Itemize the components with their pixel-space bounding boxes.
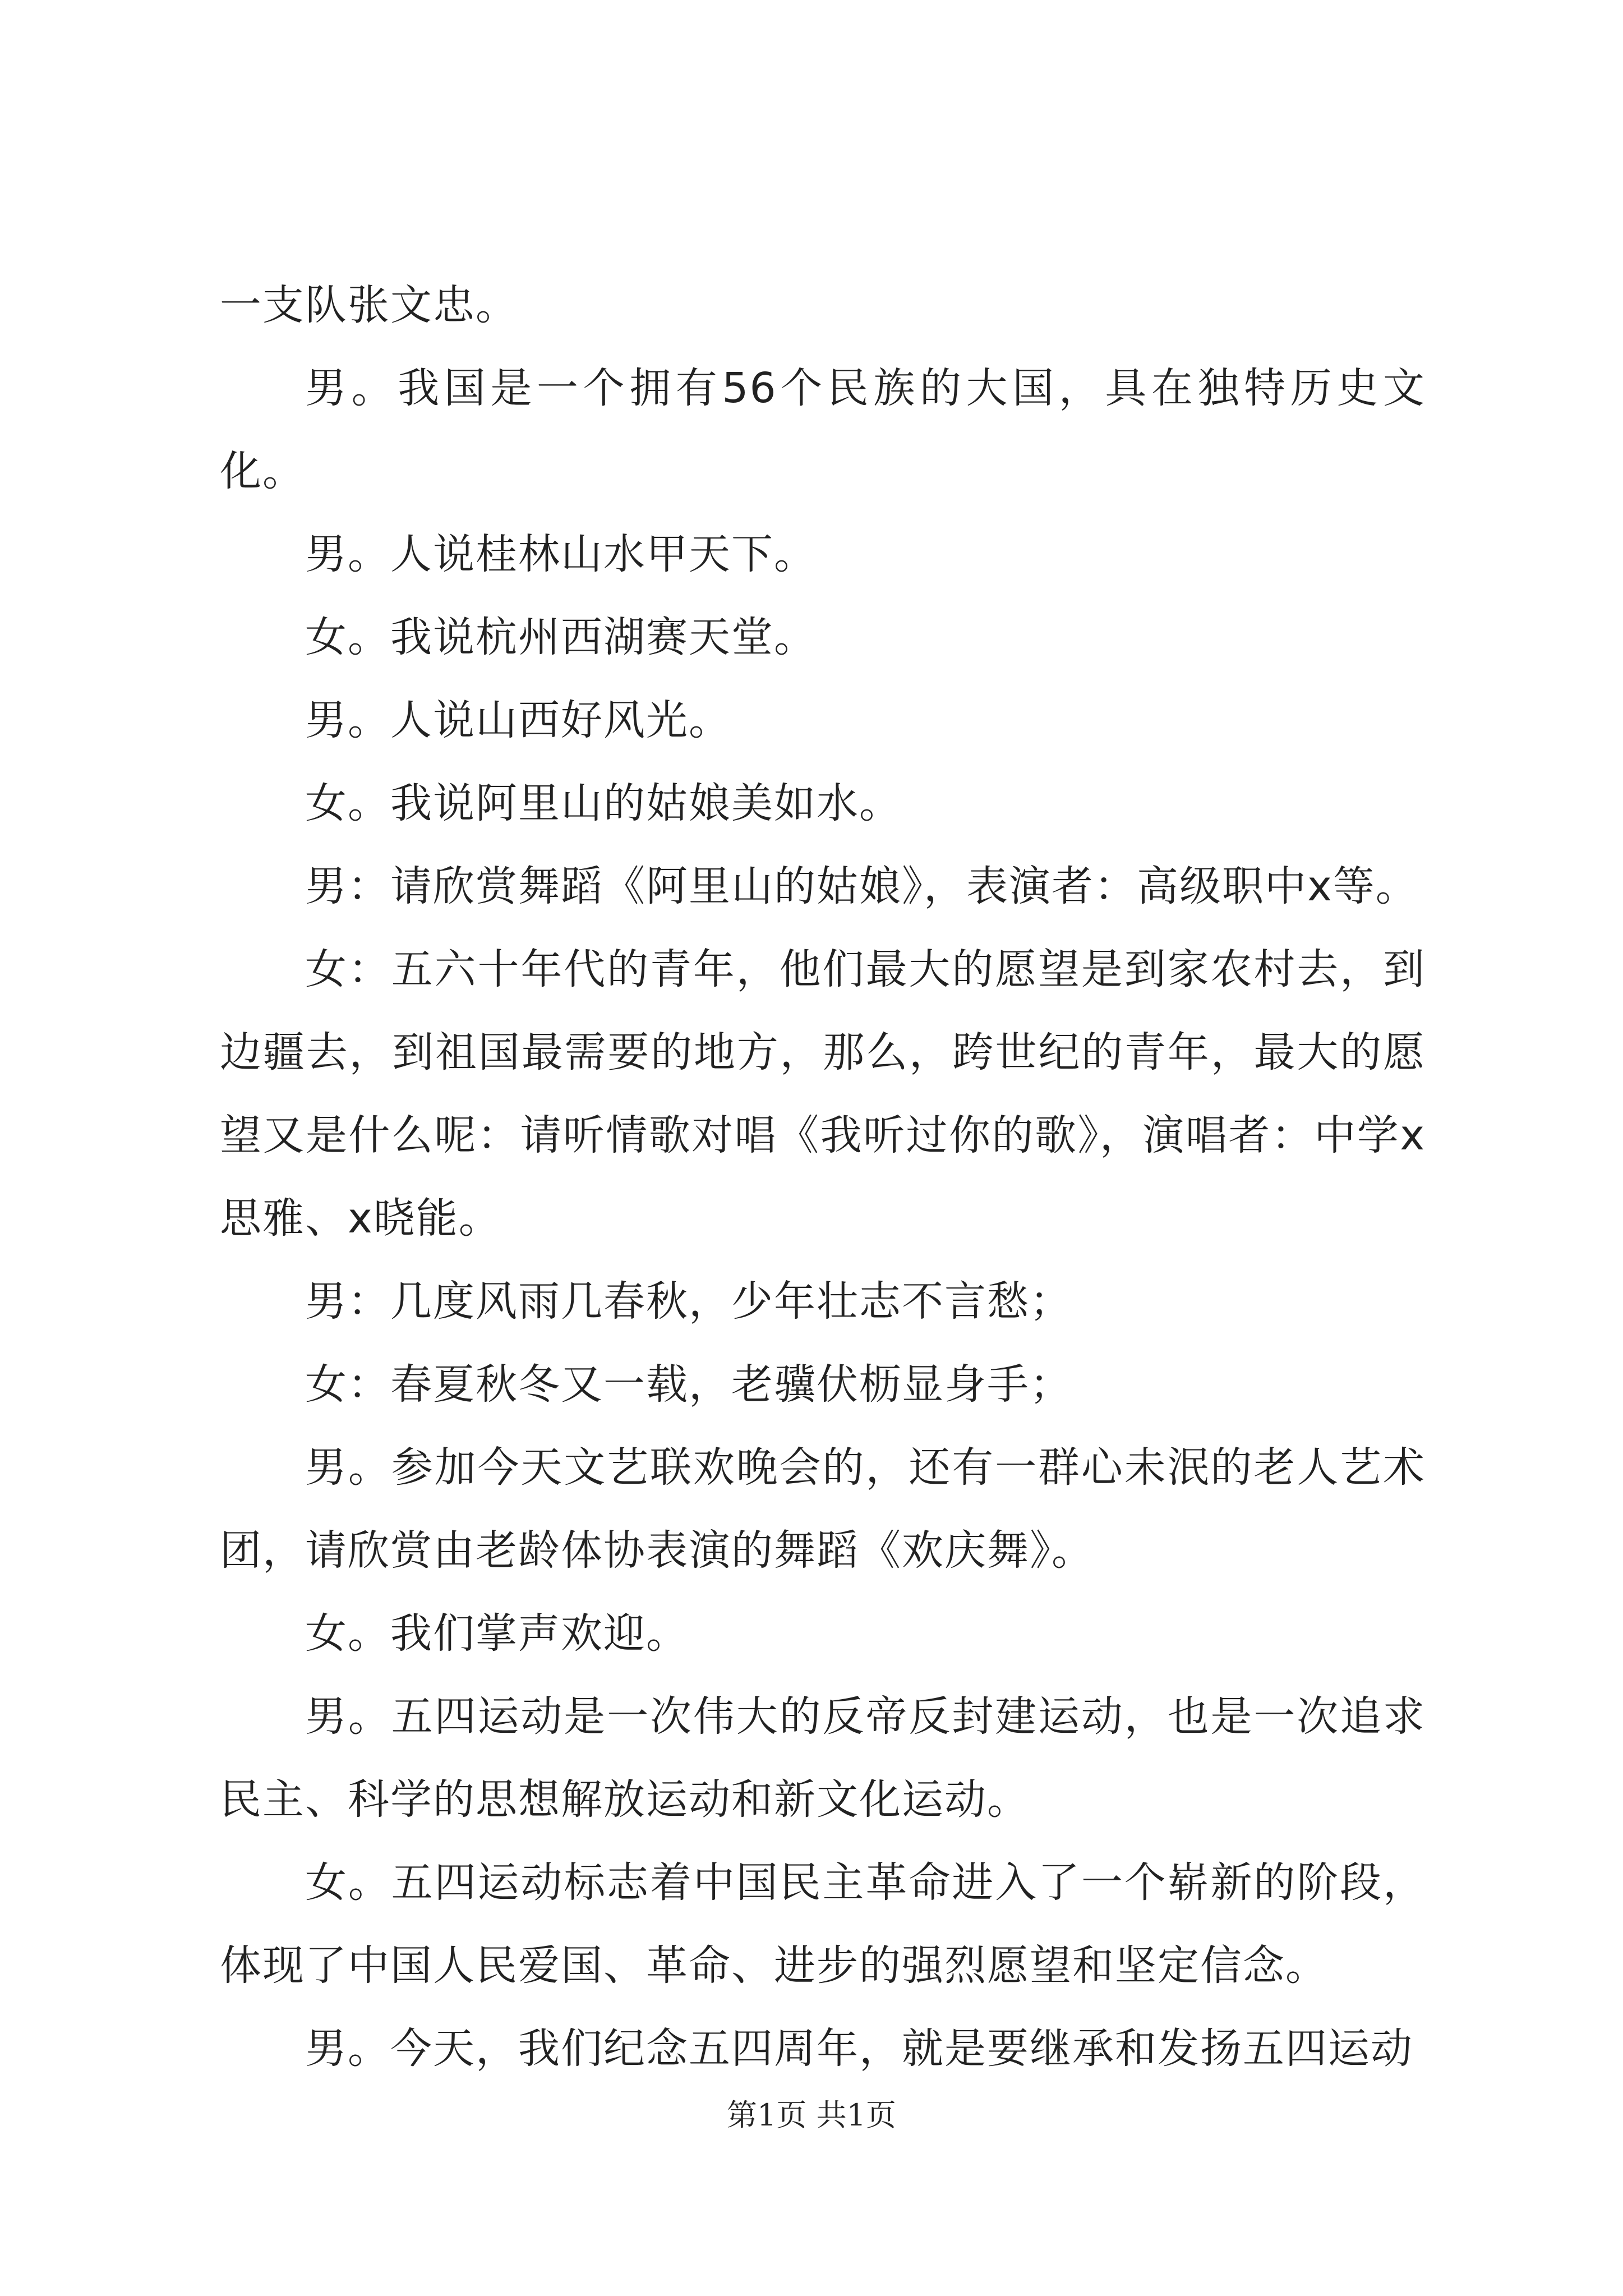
paragraph: 一支队张文忠。 (220, 281, 518, 329)
paragraph: 男。人说桂林山水甲天下。 (305, 530, 817, 578)
page-number-label: 第1页 共1页 (727, 2097, 896, 2133)
paragraph: 男：请欣赏舞蹈《阿里山的姑娘》，表演者：高级职中x等。 (305, 862, 1418, 910)
page-footer (0, 2096, 1623, 2135)
paragraph: 男。五四运动是一次伟大的反帝反封建运动，也是一次追求民主、科学的思想解放运动和新文化运动。 (220, 1692, 1426, 1824)
paragraph: 男。今天，我们纪念五四周年，就是要继承和发扬五四运动 (305, 2024, 1413, 2073)
paragraph: 女：春夏秋冬又一载，老骥伏枥显身手； (305, 1360, 1072, 1409)
paragraph: 男。人说山西好风光。 (305, 696, 731, 744)
paragraph: 女。我说阿里山的姑娘美如水。 (305, 779, 902, 827)
paragraph: 女。五四运动标志着中国民主革命进入了一个崭新的阶段，体现了中国人民爱国、革命、进步的强烈愿望和坚定信念。 (220, 1858, 1426, 1990)
paragraph: 女。我说杭州西湖赛天堂。 (305, 613, 817, 661)
document-body (220, 264, 1426, 2090)
paragraph: 男。参加今天文艺联欢晚会的，还有一群心未泯的老人艺术团，请欣赏由老龄体协表演的舞蹈《欢庆舞》。 (220, 1443, 1426, 1575)
paragraph: 女。我们掌声欢迎。 (305, 1609, 689, 1658)
paragraph: 男：几度风雨几春秋，少年壮志不言愁； (305, 1277, 1072, 1326)
paragraph: 男。我国是一个拥有56个民族的大国，具在独特历史文化。 (220, 364, 1426, 495)
paragraph: 女：五六十年代的青年，他们最大的愿望是到家农村去，到边疆去，到祖国最需要的地方，那么，跨世纪的青年，最大的愿望又是什么呢：请听情歌对唱《我听过你的歌》，演唱者：中学x思雅、x晓能。 (220, 945, 1426, 1243)
